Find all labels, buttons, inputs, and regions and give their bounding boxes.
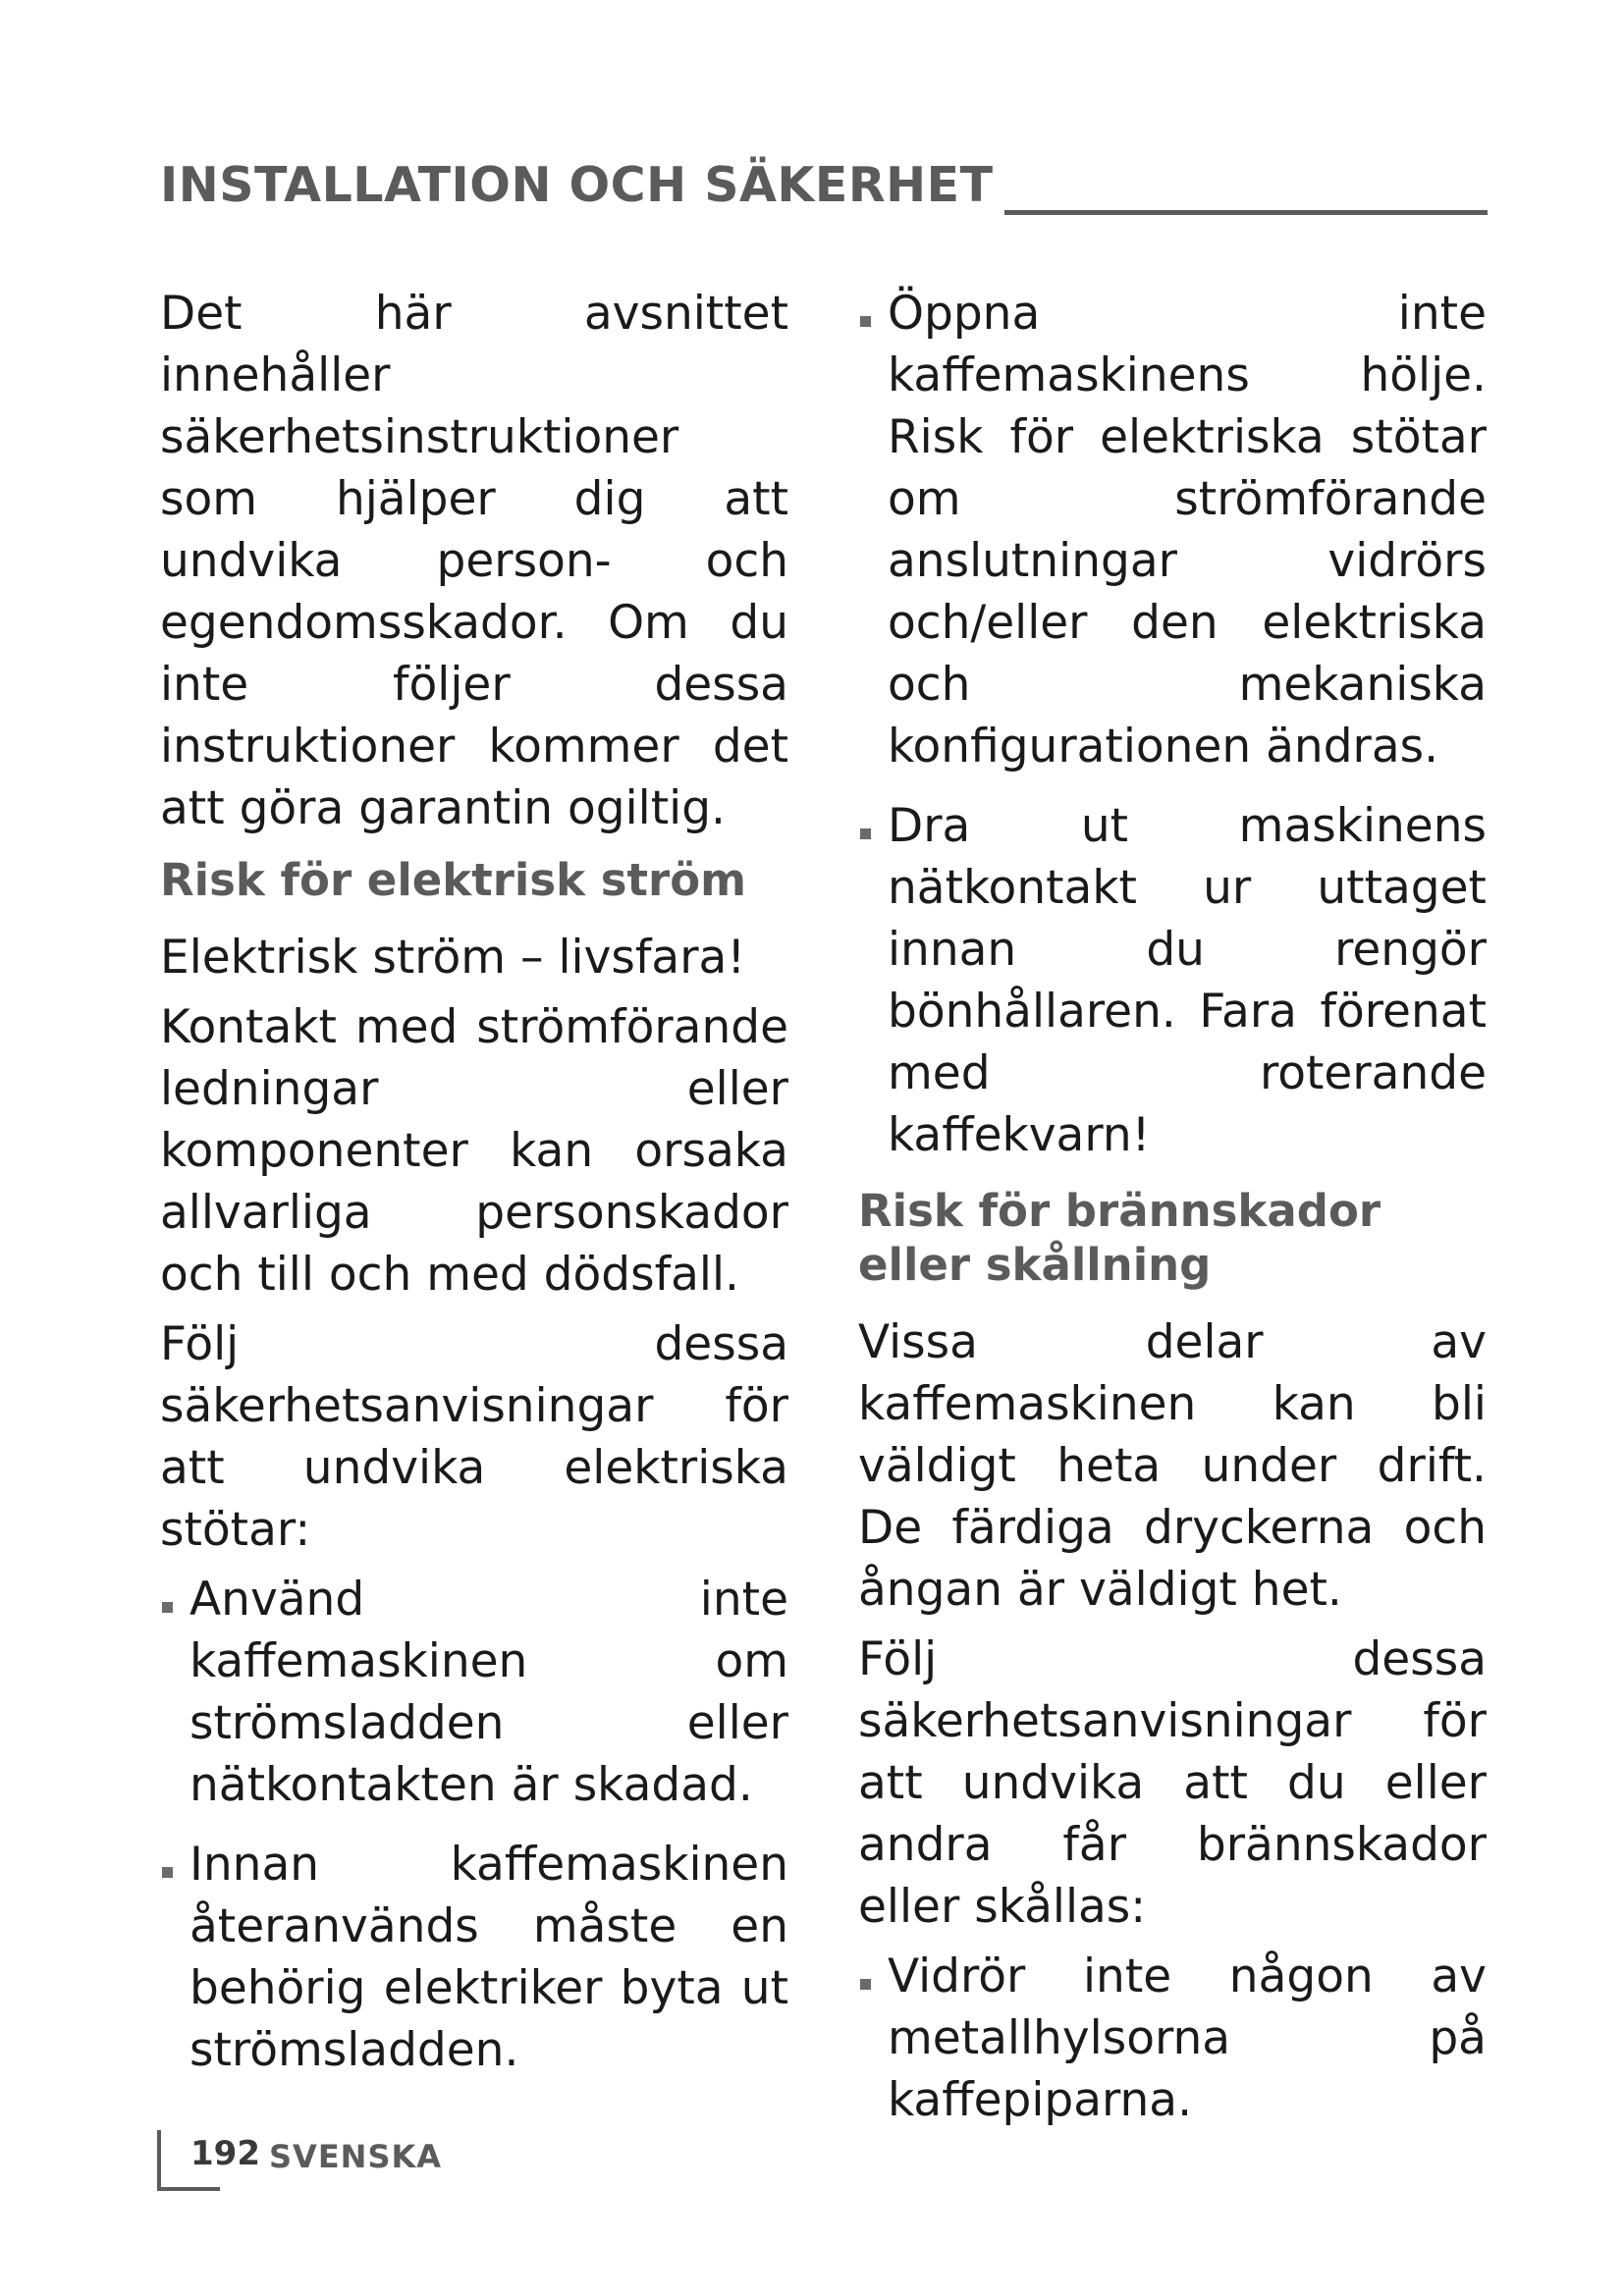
header-rule [1004,210,1488,215]
bullet-item [858,283,1487,777]
footer-language: SVENSKA [269,2138,443,2175]
bullet-item [160,1569,788,1816]
bullet-text: Innan kaffemaskinen återanvänds måste en behörig elektriker byta ut strömsladden. [189,1838,788,2077]
page-footer [157,2120,452,2199]
page-number: 192 [190,2134,260,2173]
page-header [160,155,1488,222]
bullet-item [858,795,1487,1166]
bullet-text: Vidrör inte någon av metallhylsorna på kaffepiparna. [888,1949,1487,2127]
right-column [858,283,1487,2149]
section-heading-electric: Risk för elektrisk ström [160,854,746,906]
section-heading-burns: Risk för brännskador eller skållning [858,1185,1381,1291]
bullet-item [858,1946,1487,2131]
bullet-marker [860,828,871,839]
warning-paragraph: Elektrisk ström – livsfara! [160,931,746,985]
body-paragraph: Vissa delar av kaffemaskinen kan bli väldigt heta under drift. De färdiga dryckerna och ångan är väldigt het. [858,1315,1487,1617]
intro-paragraph: Det här avsnittet innehåller säkerhetsinstruktioner som hjälper dig att undvika person- och egendomsskador. Om du inte följer dessa instruktioner kommer det att göra garantin ogiltig. [160,287,788,835]
bullet-marker [860,1979,871,1990]
body-paragraph: Kontakt med strömförande ledningar eller komponenter kan orsaka allvarliga personskador och till och med dödsfall. [160,1000,788,1302]
bullet-item [160,1834,788,2081]
bullet-marker [860,316,871,327]
bullet-text: Använd inte kaffemaskinen om strömsladden eller nätkontakten är skadad. [189,1573,788,1812]
bullet-marker [162,1602,173,1613]
page-title: INSTALLATION OCH SÄKERHET [160,157,994,213]
left-column [160,283,788,2099]
body-paragraph: Följ dessa säkerhetsanvisningar för att undvika att du eller andra får brännskador eller skållas: [858,1632,1487,1934]
bullet-list [858,1946,1487,2131]
bullet-list [858,283,1487,1166]
bullet-list [160,1569,788,2081]
body-paragraph: Följ dessa säkerhetsanvisningar för att undvika elektriska stötar: [160,1317,788,1557]
bullet-text: Dra ut maskinens nätkontakt ur uttaget innan du rengör bönhållaren. Fara förenat med roterande kaffekvarn! [888,799,1487,1162]
bullet-text: Öppna inte kaffemaskinens hölje. Risk för elektriska stötar om strömförande anslutningar vidrörs och/eller den elektriska och mekaniska konfigurationen ändras. [888,287,1487,774]
bullet-marker [162,1867,173,1878]
